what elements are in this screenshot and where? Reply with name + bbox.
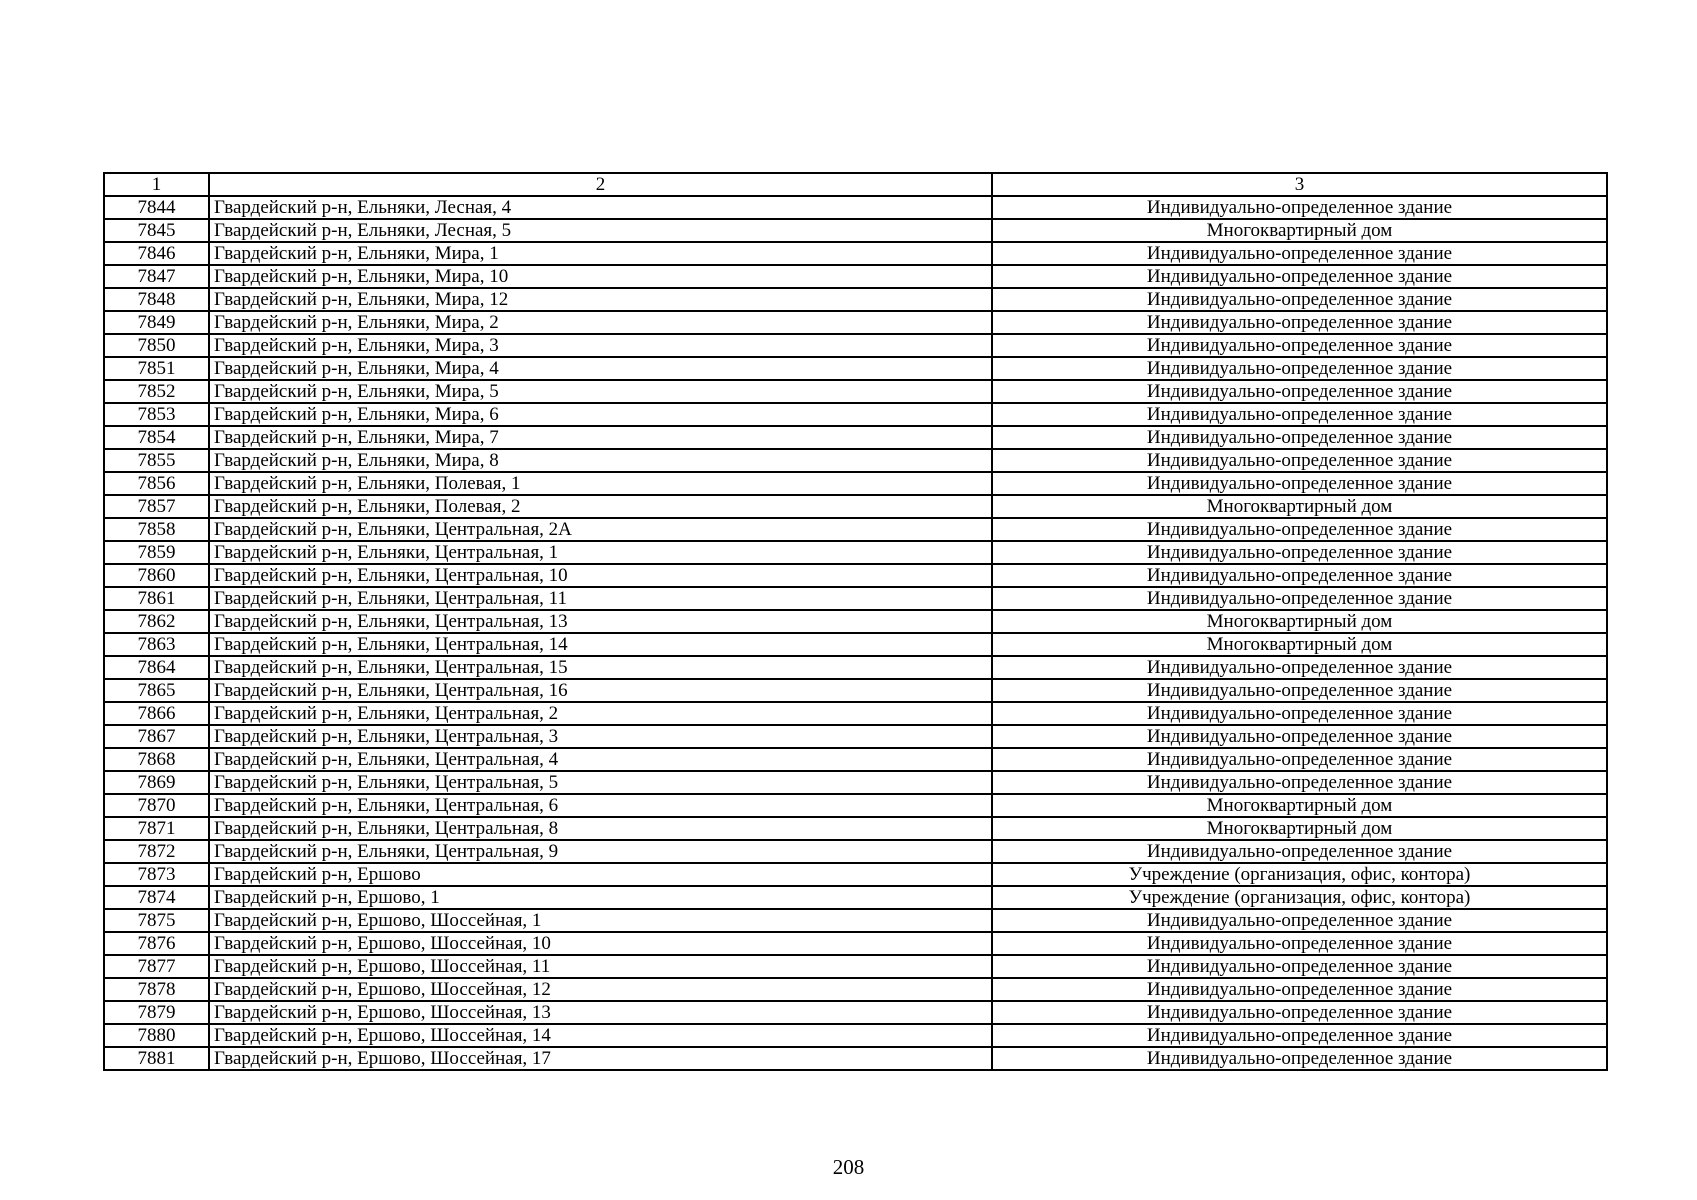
table-row (104, 610, 1607, 633)
address-cell: Гвардейский р-н, Ельняки, Центральная, 14 (209, 633, 992, 656)
address-cell: Гвардейский р-н, Ельняки, Центральная, 13 (209, 610, 992, 633)
table-row (104, 380, 1607, 403)
row-number-cell: 7875 (104, 909, 209, 932)
row-number-cell: 7872 (104, 840, 209, 863)
address-cell: Гвардейский р-н, Ельняки, Центральная, 11 (209, 587, 992, 610)
table-row (104, 679, 1607, 702)
table-row (104, 748, 1607, 771)
table-row (104, 541, 1607, 564)
object-type-cell: Индивидуально-определенное здание (992, 265, 1607, 288)
object-type-cell: Индивидуально-определенное здание (992, 541, 1607, 564)
object-type-cell: Индивидуально-определенное здание (992, 1047, 1607, 1070)
table-row (104, 518, 1607, 541)
table-row (104, 196, 1607, 219)
row-number-cell: 7870 (104, 794, 209, 817)
address-cell: Гвардейский р-н, Ельняки, Центральная, 15 (209, 656, 992, 679)
address-cell: Гвардейский р-н, Ершово, Шоссейная, 13 (209, 1001, 992, 1024)
table-row (104, 265, 1607, 288)
object-type-cell: Индивидуально-определенное здание (992, 564, 1607, 587)
address-cell: Гвардейский р-н, Ельняки, Полевая, 1 (209, 472, 992, 495)
address-cell: Гвардейский р-н, Ершово, Шоссейная, 12 (209, 978, 992, 1001)
table-row (104, 587, 1607, 610)
address-cell: Гвардейский р-н, Ершово (209, 863, 992, 886)
object-type-cell: Учреждение (организация, офис, контора) (992, 886, 1607, 909)
row-number-cell: 7880 (104, 1024, 209, 1047)
table-row (104, 932, 1607, 955)
header-cell-3: 3 (992, 173, 1607, 196)
row-number-cell: 7879 (104, 1001, 209, 1024)
row-number-cell: 7861 (104, 587, 209, 610)
address-cell: Гвардейский р-н, Ершово, Шоссейная, 11 (209, 955, 992, 978)
table-row (104, 1024, 1607, 1047)
table-row (104, 334, 1607, 357)
address-cell: Гвардейский р-н, Ельняки, Центральная, 5 (209, 771, 992, 794)
table-row (104, 771, 1607, 794)
object-type-cell: Многоквартирный дом (992, 495, 1607, 518)
row-number-cell: 7877 (104, 955, 209, 978)
row-number-cell: 7868 (104, 748, 209, 771)
table-row (104, 840, 1607, 863)
object-type-cell: Индивидуально-определенное здание (992, 1024, 1607, 1047)
address-cell: Гвардейский р-н, Ельняки, Центральная, 3 (209, 725, 992, 748)
address-cell: Гвардейский р-н, Ельняки, Мира, 4 (209, 357, 992, 380)
row-number-cell: 7848 (104, 288, 209, 311)
table-row (104, 909, 1607, 932)
row-number-cell: 7858 (104, 518, 209, 541)
object-type-cell: Индивидуально-определенное здание (992, 955, 1607, 978)
object-type-cell: Многоквартирный дом (992, 633, 1607, 656)
row-number-cell: 7860 (104, 564, 209, 587)
object-type-cell: Индивидуально-определенное здание (992, 196, 1607, 219)
address-cell: Гвардейский р-н, Ельняки, Полевая, 2 (209, 495, 992, 518)
object-type-cell: Индивидуально-определенное здание (992, 1001, 1607, 1024)
table-row (104, 978, 1607, 1001)
table-row (104, 863, 1607, 886)
table-row (104, 449, 1607, 472)
table-row (104, 495, 1607, 518)
object-type-cell: Индивидуально-определенное здание (992, 702, 1607, 725)
object-type-cell: Индивидуально-определенное здание (992, 656, 1607, 679)
table-row (104, 955, 1607, 978)
object-type-cell: Учреждение (организация, офис, контора) (992, 863, 1607, 886)
row-number-cell: 7855 (104, 449, 209, 472)
row-number-cell: 7863 (104, 633, 209, 656)
row-number-cell: 7866 (104, 702, 209, 725)
table-row (104, 426, 1607, 449)
row-number-cell: 7847 (104, 265, 209, 288)
header-row (104, 173, 1607, 196)
row-number-cell: 7865 (104, 679, 209, 702)
row-number-cell: 7850 (104, 334, 209, 357)
address-cell: Гвардейский р-н, Ельняки, Мира, 5 (209, 380, 992, 403)
object-type-cell: Индивидуально-определенное здание (992, 449, 1607, 472)
row-number-cell: 7854 (104, 426, 209, 449)
address-cell: Гвардейский р-н, Ельняки, Центральная, 2 (209, 702, 992, 725)
object-type-cell: Индивидуально-определенное здание (992, 334, 1607, 357)
row-number-cell: 7845 (104, 219, 209, 242)
object-type-cell: Индивидуально-определенное здание (992, 311, 1607, 334)
page-number: 208 (832, 1155, 865, 1179)
object-type-cell: Многоквартирный дом (992, 794, 1607, 817)
address-cell: Гвардейский р-н, Ельняки, Мира, 8 (209, 449, 992, 472)
object-type-cell: Индивидуально-определенное здание (992, 725, 1607, 748)
address-cell: Гвардейский р-н, Ельняки, Центральная, 8 (209, 817, 992, 840)
table-row (104, 472, 1607, 495)
address-cell: Гвардейский р-н, Ельняки, Центральная, 4 (209, 748, 992, 771)
row-number-cell: 7878 (104, 978, 209, 1001)
object-type-cell: Индивидуально-определенное здание (992, 288, 1607, 311)
address-cell: Гвардейский р-н, Ершово, 1 (209, 886, 992, 909)
row-number-cell: 7852 (104, 380, 209, 403)
address-cell: Гвардейский р-н, Ершово, Шоссейная, 10 (209, 932, 992, 955)
object-type-cell: Индивидуально-определенное здание (992, 380, 1607, 403)
table-row (104, 288, 1607, 311)
table-row (104, 311, 1607, 334)
address-cell: Гвардейский р-н, Ельняки, Мира, 12 (209, 288, 992, 311)
address-cell: Гвардейский р-н, Ельняки, Центральная, 10 (209, 564, 992, 587)
table-row (104, 656, 1607, 679)
table-row (104, 817, 1607, 840)
address-cell: Гвардейский р-н, Ельняки, Мира, 10 (209, 265, 992, 288)
address-cell: Гвардейский р-н, Ельняки, Мира, 1 (209, 242, 992, 265)
object-type-cell: Индивидуально-определенное здание (992, 426, 1607, 449)
address-cell: Гвардейский р-н, Ельняки, Центральная, 6 (209, 794, 992, 817)
address-cell: Гвардейский р-н, Ельняки, Центральная, 16 (209, 679, 992, 702)
address-cell: Гвардейский р-н, Ельняки, Мира, 7 (209, 426, 992, 449)
table-row (104, 886, 1607, 909)
row-number-cell: 7881 (104, 1047, 209, 1070)
object-type-cell: Индивидуально-определенное здание (992, 679, 1607, 702)
table-row (104, 794, 1607, 817)
table-row (104, 242, 1607, 265)
address-cell: Гвардейский р-н, Ельняки, Лесная, 5 (209, 219, 992, 242)
object-type-cell: Индивидуально-определенное здание (992, 242, 1607, 265)
object-type-cell: Индивидуально-определенное здание (992, 587, 1607, 610)
table-body (104, 196, 1607, 1070)
row-number-cell: 7846 (104, 242, 209, 265)
table-row (104, 357, 1607, 380)
row-number-cell: 7862 (104, 610, 209, 633)
row-number-cell: 7857 (104, 495, 209, 518)
object-type-cell: Индивидуально-определенное здание (992, 932, 1607, 955)
header-cell-1: 1 (104, 173, 209, 196)
address-cell: Гвардейский р-н, Ельняки, Центральная, 2А (209, 518, 992, 541)
table-row (104, 403, 1607, 426)
address-cell: Гвардейский р-н, Ельняки, Мира, 3 (209, 334, 992, 357)
row-number-cell: 7876 (104, 932, 209, 955)
object-type-cell: Индивидуально-определенное здание (992, 518, 1607, 541)
address-cell: Гвардейский р-н, Ельняки, Центральная, 1 (209, 541, 992, 564)
address-cell: Гвардейский р-н, Ершово, Шоссейная, 17 (209, 1047, 992, 1070)
address-cell: Гвардейский р-н, Ельняки, Мира, 2 (209, 311, 992, 334)
table-row (104, 1047, 1607, 1070)
row-number-cell: 7873 (104, 863, 209, 886)
address-cell: Гвардейский р-н, Ершово, Шоссейная, 1 (209, 909, 992, 932)
object-type-cell: Индивидуально-определенное здание (992, 357, 1607, 380)
table-row (104, 725, 1607, 748)
address-cell: Гвардейский р-н, Ельняки, Мира, 6 (209, 403, 992, 426)
registry-table (103, 172, 1608, 1071)
object-type-cell: Многоквартирный дом (992, 610, 1607, 633)
header-cell-2: 2 (209, 173, 992, 196)
object-type-cell: Индивидуально-определенное здание (992, 771, 1607, 794)
row-number-cell: 7849 (104, 311, 209, 334)
table-row (104, 219, 1607, 242)
object-type-cell: Индивидуально-определенное здание (992, 840, 1607, 863)
row-number-cell: 7851 (104, 357, 209, 380)
row-number-cell: 7869 (104, 771, 209, 794)
object-type-cell: Индивидуально-определенное здание (992, 909, 1607, 932)
object-type-cell: Индивидуально-определенное здание (992, 748, 1607, 771)
object-type-cell: Индивидуально-определенное здание (992, 472, 1607, 495)
table-row (104, 633, 1607, 656)
row-number-cell: 7844 (104, 196, 209, 219)
row-number-cell: 7853 (104, 403, 209, 426)
row-number-cell: 7859 (104, 541, 209, 564)
object-type-cell: Индивидуально-определенное здание (992, 978, 1607, 1001)
table-row (104, 564, 1607, 587)
address-cell: Гвардейский р-н, Ельняки, Лесная, 4 (209, 196, 992, 219)
address-cell: Гвардейский р-н, Ельняки, Центральная, 9 (209, 840, 992, 863)
object-type-cell: Многоквартирный дом (992, 219, 1607, 242)
row-number-cell: 7864 (104, 656, 209, 679)
row-number-cell: 7867 (104, 725, 209, 748)
table-header (104, 173, 1607, 196)
table-row (104, 702, 1607, 725)
address-cell: Гвардейский р-н, Ершово, Шоссейная, 14 (209, 1024, 992, 1047)
row-number-cell: 7874 (104, 886, 209, 909)
object-type-cell: Многоквартирный дом (992, 817, 1607, 840)
table-row (104, 1001, 1607, 1024)
object-type-cell: Индивидуально-определенное здание (992, 403, 1607, 426)
row-number-cell: 7871 (104, 817, 209, 840)
row-number-cell: 7856 (104, 472, 209, 495)
